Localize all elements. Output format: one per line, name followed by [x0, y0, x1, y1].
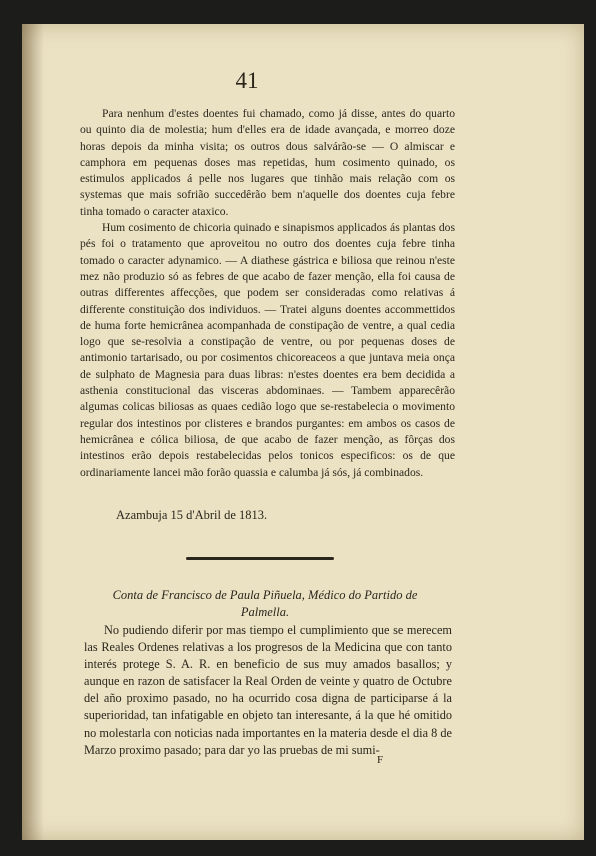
- section-heading: Conta de Francisco de Paula Piñuela, Médico do Partido de Palmella.: [112, 588, 418, 619]
- section-divider: [186, 557, 334, 560]
- page-gutter-shadow: [22, 24, 44, 840]
- paragraph: Para nenhum d'estes doentes fui chamado, como já disse, antes do quarto ou quinto dia de molestia; hum d'elles era de idade avançada, e morreo doze horas depois da minha visita; os outros dous salvárão-se — O almiscar e camphora em pequenas doses mas repetidas, hum cosimento quinado, os estimulos applicados á pelle nos lugares que tinhão mais relação com os systemas que mais sofrião succedêrão bem n'aquelle dos doentes cuja febre tinha tomado o caracter ataxico.: [80, 107, 455, 218]
- letter-body: [84, 622, 452, 759]
- letter-body: [80, 106, 455, 481]
- letter-signature: Azambuja 15 d'Abril de 1813.: [116, 508, 268, 522]
- page-number: 41: [235, 68, 259, 93]
- paragraph: Hum cosimento de chicoria quinado e sinapismos applicados ás plantas dos pés foi o tratamento que aproveitou no outro dos doentes cuja febre tinha tomado o caracter adynamico. — A diathese gástrica e biliosa que reinou n'este mez não produzio só as febres de que acabo de fazer menção, ella foi causa de outras differentes affecções, que podem ser consideradas como relativas á differente constituição dos individuos. — Tratei alguns doentes accommettidos de huma forte hemicrânea acompanhada de constipação de ventre, a qual cedia logo que se-resolvia a constipação de ventre, ou por pequenas doses de antimonio tartarisado, ou por cosimentos chicoreaceos a que juntava meia onça de sulphato de Magnesia para duas libras: n'estes doentes era bem decidida a asthenia constitucional das visceras abdominaes. — Tambem apparecêrão algumas colicas biliosas as quaes cedião logo que se-restabelecia o movimento regular dos intestinos por clisteres e brandos purgantes: em ambos os casos de hemicrânea e cólica biliosa, de que acabo de fazer menção, as fôrças dos intestinos erão depois restabelecidas pelos tonicos especificos: os de que ordinariamente lancei mão forão quassia e calumba já sós, já combinados.: [80, 221, 455, 479]
- printer-signature-mark: F: [377, 754, 384, 766]
- paragraph: No pudiendo diferir por mas tiempo el cumplimiento que se merecem las Reales Ordenes relativas a los progresos de la Medicina que con tanto interés protege S. A. R. en beneficio de sus muy amados basallos; y aunque en razon de satisfacer la Real Orden de veinte y quatro de Octubre del año proximo pasado, no ha ocurrido cosa digna de participarse á la superioridad, tan infatigable en objeto tan interesante, á la que hé omitido no molestarla con noticias nada importantes en la materia desde el dia 8 de Marzo proximo pasado; para dar yo las pruebas de mi sumi-: [84, 623, 452, 757]
